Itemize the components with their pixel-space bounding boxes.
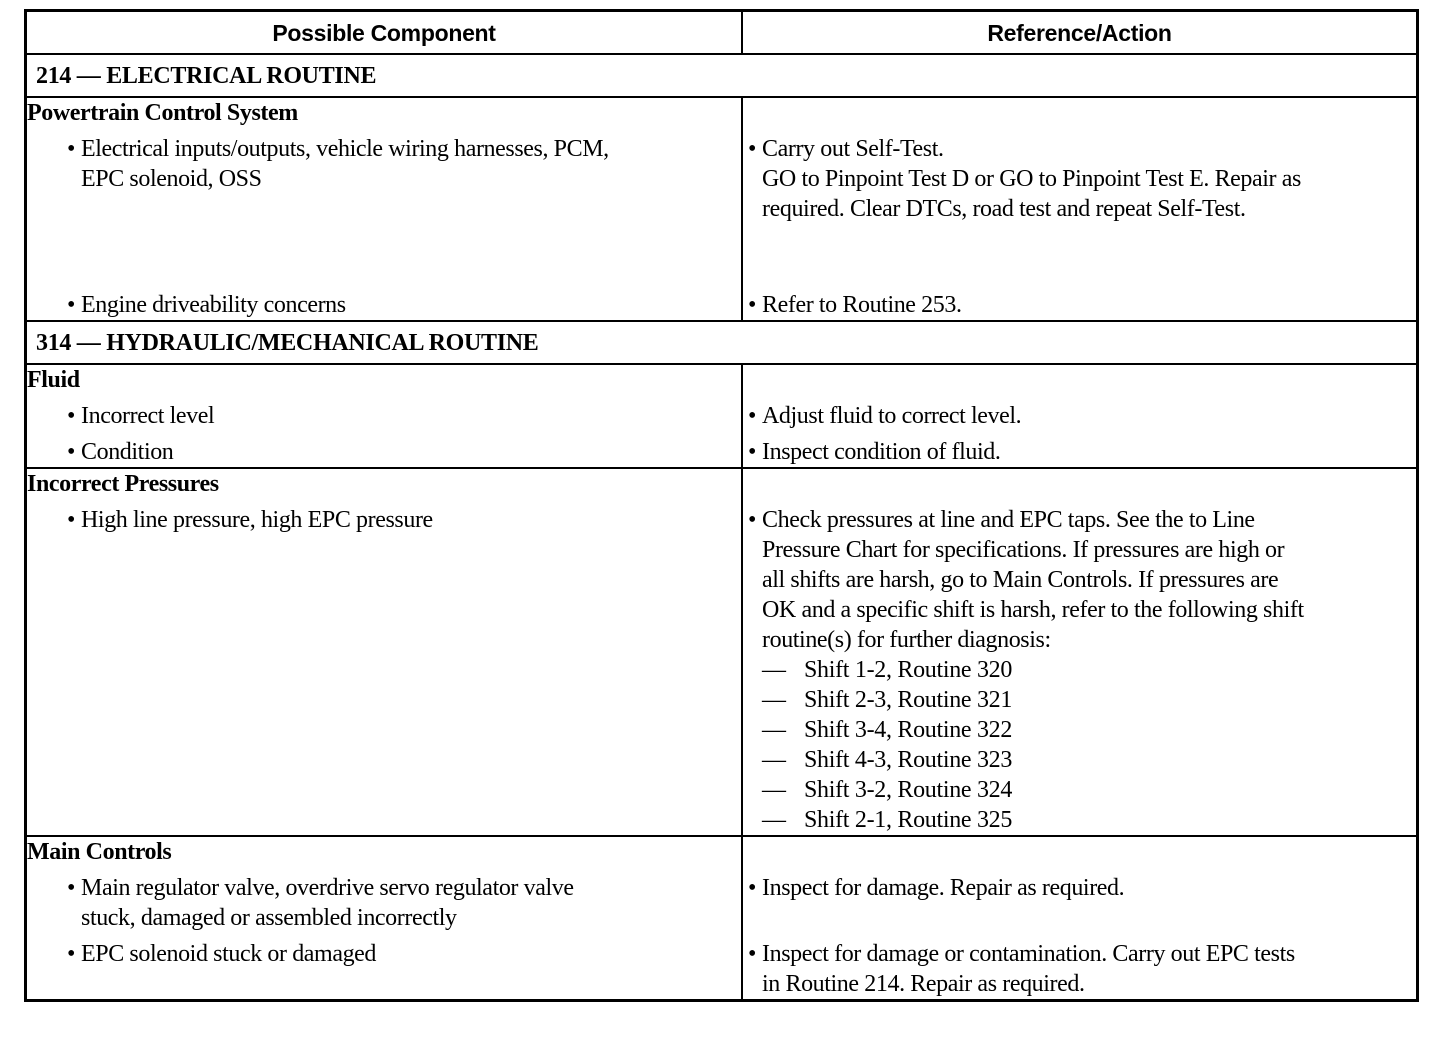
shift-routine-item xyxy=(743,775,1416,805)
dash-mark: — xyxy=(762,717,786,743)
component-cell-pressures xyxy=(26,468,743,836)
action-item: • Adjust fluid to correct level. xyxy=(743,401,1416,431)
shift-routine-label: Shift 1-2, Routine 320 xyxy=(804,657,1013,683)
group-title-main-controls: Main Controls xyxy=(27,839,172,865)
component-cell-fluid xyxy=(26,364,743,468)
shift-routine-item xyxy=(743,685,1416,715)
component-item xyxy=(27,134,741,194)
diagnostic-table xyxy=(24,9,1419,1002)
component-item: • Engine driveability concerns xyxy=(27,290,741,320)
action-cell-powertrain xyxy=(742,97,1418,321)
component-item: • EPC solenoid stuck or damaged xyxy=(27,939,741,969)
text-line: in Routine 214. Repair as required. xyxy=(762,971,1085,997)
shift-routine-item xyxy=(743,715,1416,745)
shift-routine-label: Shift 3-2, Routine 324 xyxy=(804,777,1013,803)
component-item xyxy=(27,873,741,933)
action-cell-main-controls xyxy=(742,836,1418,1001)
text-line: stuck, damaged or assembled incorrectly xyxy=(81,905,457,931)
header-reference-action: Reference/Action xyxy=(742,11,1418,55)
group-title-pressures: Incorrect Pressures xyxy=(27,471,219,497)
action-item: • Carry out Self-Test. xyxy=(743,134,1416,164)
component-cell-powertrain xyxy=(26,97,743,321)
dash-mark: — xyxy=(762,657,786,683)
dash-mark: — xyxy=(762,747,786,773)
shift-routine-label: Shift 4-3, Routine 323 xyxy=(804,747,1013,773)
table-row-pressures xyxy=(26,468,1418,836)
section-row-electrical xyxy=(26,54,1418,97)
text-line: • Main regulator valve, overdrive servo regulator valve xyxy=(81,875,574,901)
action-cell-fluid xyxy=(742,364,1418,468)
action-item: • Inspect for damage or contamination. Carry out EPC tests xyxy=(743,939,1416,969)
text-line: EPC solenoid, OSS xyxy=(81,166,262,192)
action-item: • Refer to Routine 253. xyxy=(743,290,1416,320)
dash-mark: — xyxy=(762,687,786,713)
text-line: GO to Pinpoint Test D or GO to Pinpoint Test E. Repair as xyxy=(762,166,1301,192)
text-line: routine(s) for further diagnosis: xyxy=(762,627,1051,653)
group-title-fluid: Fluid xyxy=(27,367,80,393)
text-line: required. Clear DTCs, road test and repeat Self-Test. xyxy=(762,196,1246,222)
section-row-hydraulic xyxy=(26,321,1418,364)
header-possible-component: Possible Component xyxy=(26,11,743,55)
component-item: • Incorrect level xyxy=(27,401,741,431)
table-row-powertrain xyxy=(26,97,1418,321)
text-line: • Electrical inputs/outputs, vehicle wiring harnesses, PCM, xyxy=(81,136,609,162)
text-line: OK and a specific shift is harsh, refer to the following shift xyxy=(762,597,1304,623)
group-title-powertrain: Powertrain Control System xyxy=(27,100,298,126)
section-title-hydraulic: 314 — HYDRAULIC/MECHANICAL ROUTINE xyxy=(26,321,1418,364)
text-line: all shifts are harsh, go to Main Controls. If pressures are xyxy=(762,567,1279,593)
action-item: • Inspect condition of fluid. xyxy=(743,437,1416,467)
shift-routine-item xyxy=(743,745,1416,775)
action-item: • Inspect for damage. Repair as required. xyxy=(743,873,1416,903)
action-cell-pressures xyxy=(742,468,1418,836)
component-cell-main-controls xyxy=(26,836,743,1001)
component-item: • Condition xyxy=(27,437,741,467)
shift-routine-item xyxy=(743,655,1416,685)
dash-mark: — xyxy=(762,807,786,833)
table-header-row xyxy=(26,11,1418,55)
shift-routine-label: Shift 2-1, Routine 325 xyxy=(804,807,1013,833)
section-title-electrical: 214 — ELECTRICAL ROUTINE xyxy=(26,54,1418,97)
action-item: • Check pressures at line and EPC taps. See the to Line xyxy=(743,505,1416,535)
component-item: • High line pressure, high EPC pressure xyxy=(27,505,741,535)
dash-mark: — xyxy=(762,777,786,803)
table-row-main-controls xyxy=(26,836,1418,1001)
text-line: Pressure Chart for specifications. If pressures are high or xyxy=(762,537,1285,563)
shift-routine-label: Shift 3-4, Routine 322 xyxy=(804,717,1013,743)
table-row-fluid xyxy=(26,364,1418,468)
shift-routine-label: Shift 2-3, Routine 321 xyxy=(804,687,1013,713)
shift-routine-item xyxy=(743,805,1416,835)
